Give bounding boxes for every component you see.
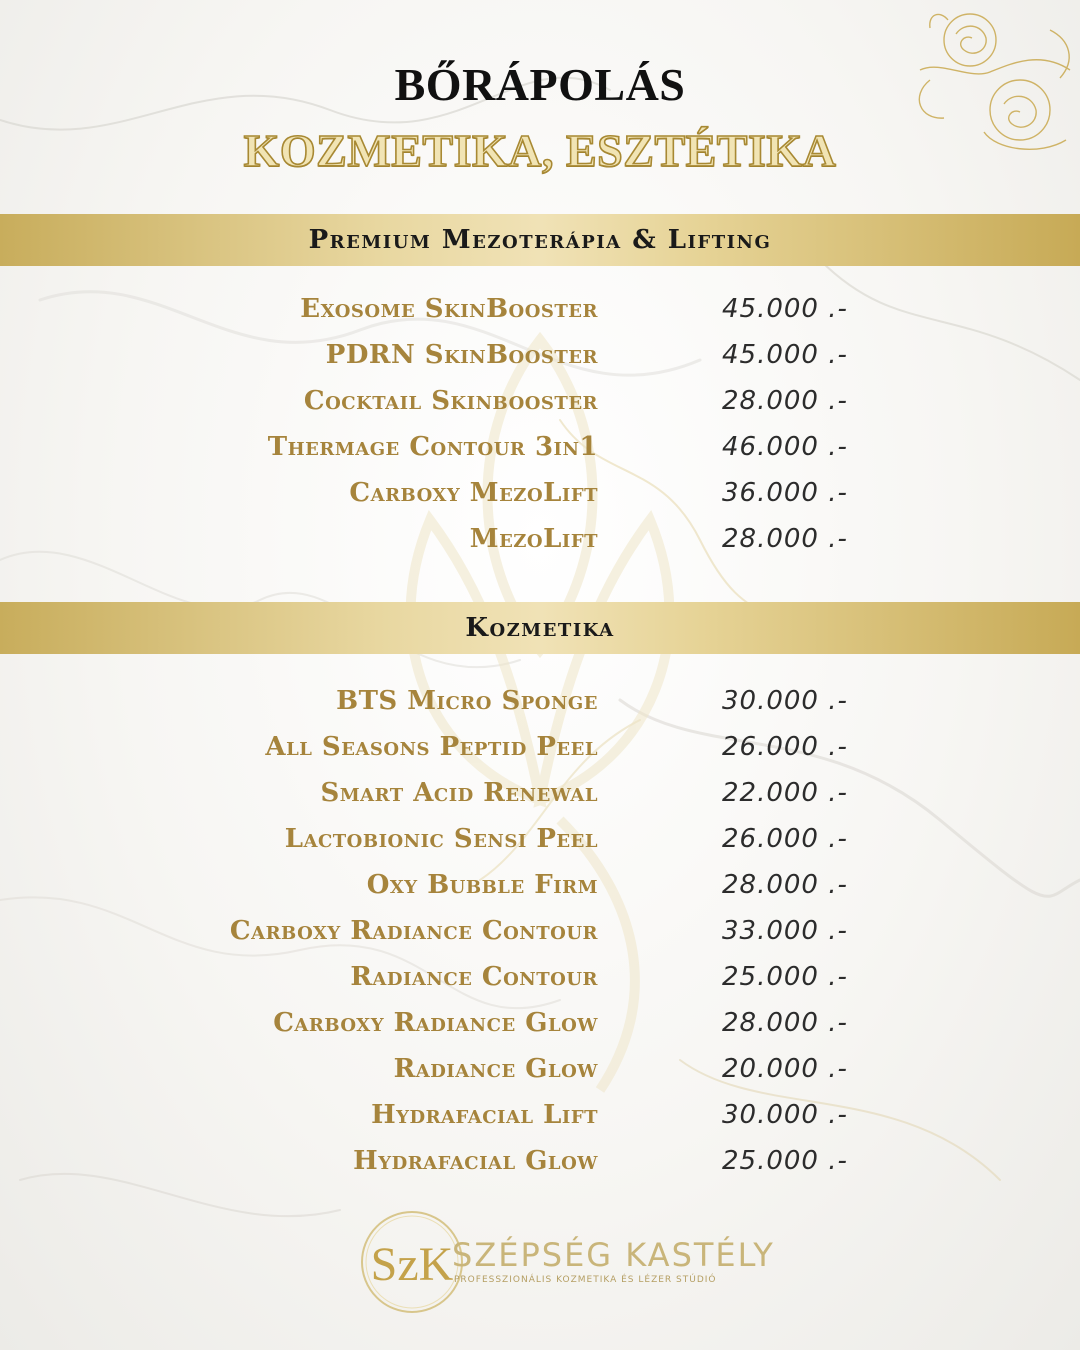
list-item (0, 1054, 1080, 1094)
service-price: 28.000 .- (722, 524, 848, 554)
service-name: Carboxy MezoLift (349, 478, 598, 508)
list-item (0, 432, 1080, 472)
page-title: BŐRÁPOLÁS (394, 59, 686, 110)
page-subtitle: KOZMETIKA, ESZTÉTIKA (243, 125, 837, 176)
service-name: All Seasons Peptid Peel (265, 732, 598, 762)
service-name: Hydrafacial Glow (353, 1146, 598, 1176)
list-item (0, 778, 1080, 818)
service-price: 28.000 .- (722, 386, 848, 416)
service-name: PDRN SkinBooster (325, 340, 598, 370)
service-name: Carboxy Radiance Glow (273, 1008, 598, 1038)
list-item (0, 916, 1080, 956)
service-price: 25.000 .- (722, 962, 848, 992)
brand-tagline: PROFESSZIONÁLIS KOZMETIKA ÉS LÉZER STÚDIÓ (454, 1275, 717, 1285)
list-item (0, 1146, 1080, 1186)
service-name: Exosome SkinBooster (300, 294, 598, 324)
list-item (0, 870, 1080, 910)
list-item (0, 1008, 1080, 1048)
service-price: 45.000 .- (722, 294, 848, 324)
service-price: 36.000 .- (722, 478, 848, 508)
section-header-kozmetika (0, 602, 1080, 654)
service-price: 25.000 .- (722, 1146, 848, 1176)
section-heading: Kozmetika (465, 613, 615, 643)
service-price: 22.000 .- (722, 778, 848, 808)
service-price: 46.000 .- (722, 432, 848, 462)
service-price: 45.000 .- (722, 340, 848, 370)
service-name: Radiance Glow (393, 1054, 598, 1084)
list-item (0, 294, 1080, 334)
service-name: BTS Micro Sponge (336, 686, 598, 716)
service-name: Carboxy Radiance Contour (229, 916, 598, 946)
service-price: 28.000 .- (722, 1008, 848, 1038)
list-item (0, 524, 1080, 564)
service-name: Thermage Contour 3in1 (267, 432, 598, 462)
list-item (0, 824, 1080, 864)
service-name: Lactobionic Sensi Peel (284, 824, 598, 854)
service-price: 28.000 .- (722, 870, 848, 900)
list-item (0, 962, 1080, 1002)
section-heading: Premium Mezoterápia & Lifting (308, 225, 772, 255)
service-name: Smart Acid Renewal (320, 778, 598, 808)
list-item (0, 686, 1080, 726)
list-item (0, 478, 1080, 518)
list-item (0, 1100, 1080, 1140)
brand-name: SZÉPSÉG KASTÉLY (452, 1236, 775, 1274)
list-item (0, 386, 1080, 426)
service-name: Oxy Bubble Firm (366, 870, 598, 900)
list-item (0, 732, 1080, 772)
service-price: 33.000 .- (722, 916, 848, 946)
service-name: Cocktail Skinbooster (303, 386, 598, 416)
logo-monogram: SzK (370, 1238, 454, 1291)
service-name: Radiance Contour (350, 962, 598, 992)
service-price: 26.000 .- (722, 732, 848, 762)
section-header-mezoterapia (0, 214, 1080, 266)
list-item (0, 340, 1080, 380)
service-price: 30.000 .- (722, 1100, 848, 1130)
service-price: 30.000 .- (722, 686, 848, 716)
service-name: MezoLift (469, 524, 598, 554)
service-price: 20.000 .- (722, 1054, 848, 1084)
service-name: Hydrafacial Lift (371, 1100, 598, 1130)
service-price: 26.000 .- (722, 824, 848, 854)
